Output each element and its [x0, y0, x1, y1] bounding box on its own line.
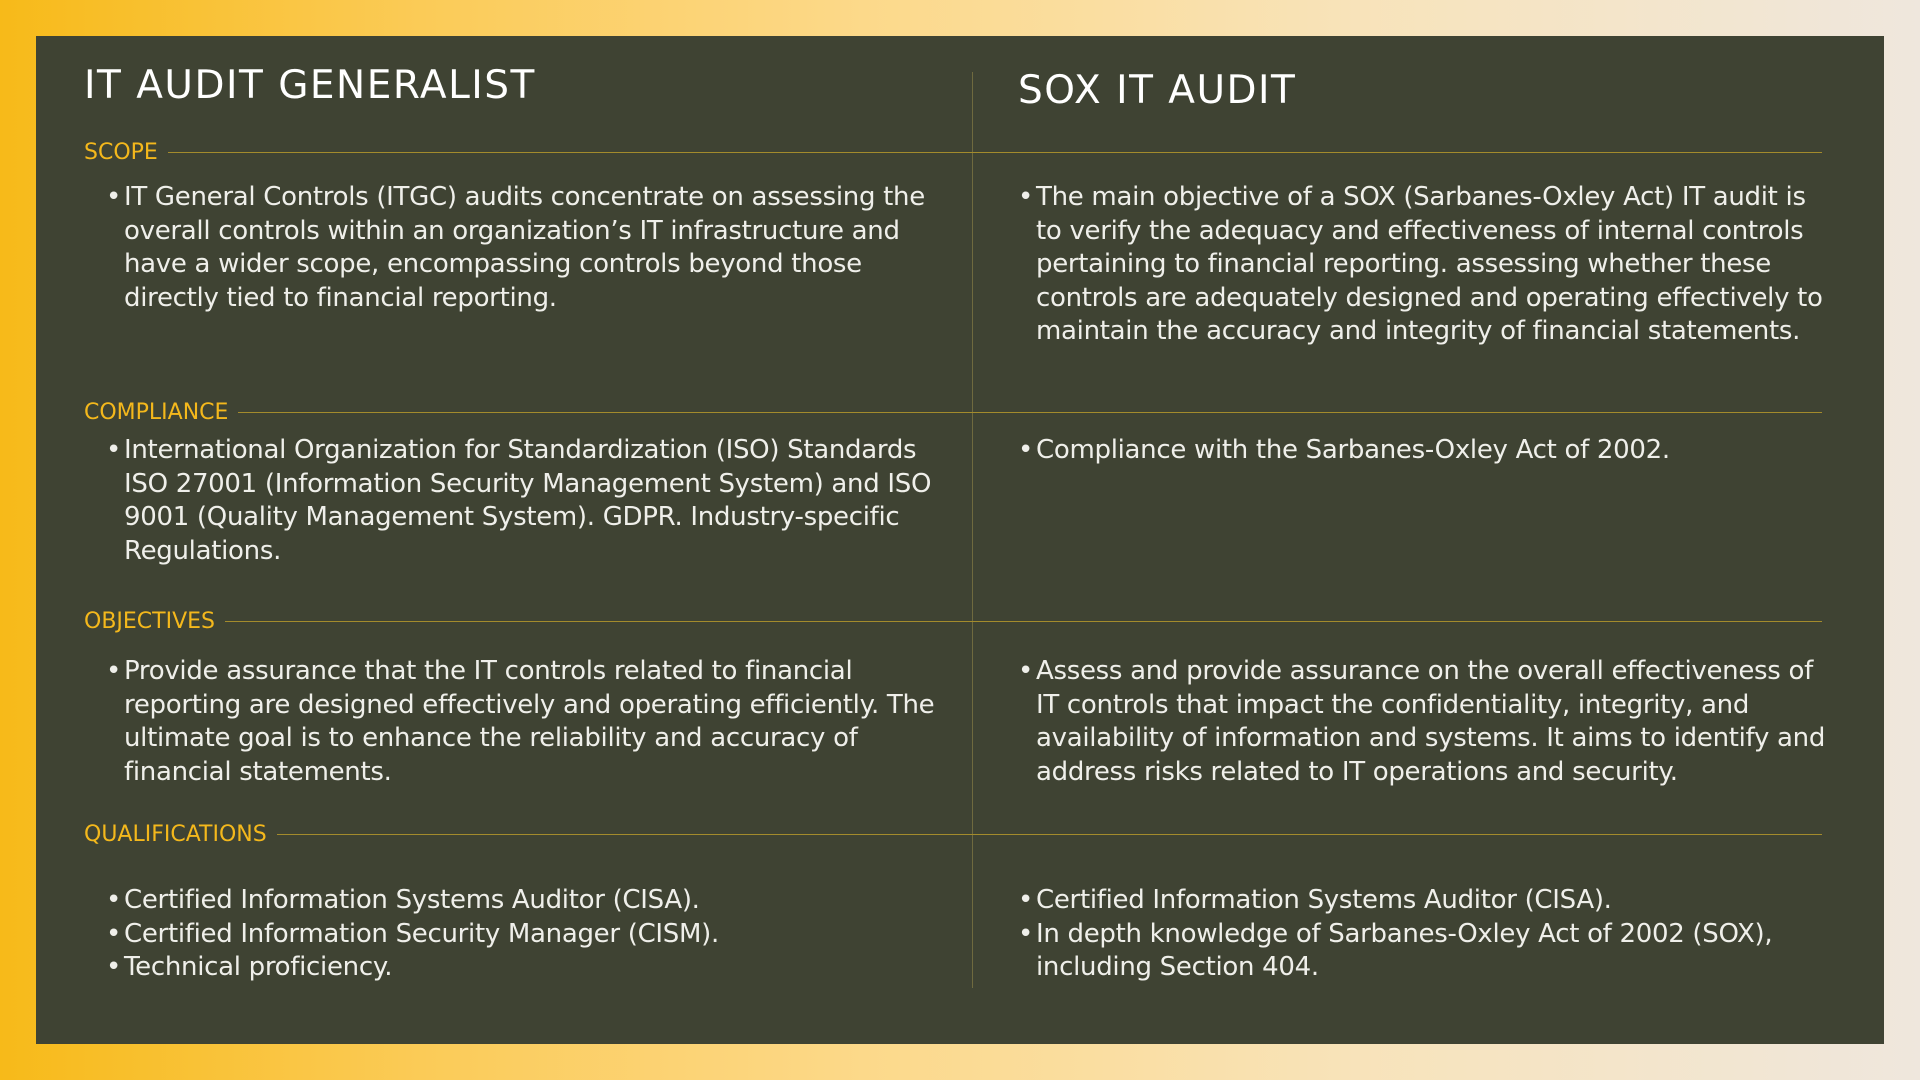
- list-item: • In depth knowledge of Sarbanes-Oxley Act of 2002 (SOX), including Section 404.: [1018, 918, 1828, 985]
- left-column-title: IT AUDIT GENERALIST: [84, 63, 536, 108]
- compliance-right-list: [1018, 434, 1828, 468]
- list-item: • Certified Information Systems Auditor (CISA).: [1018, 884, 1828, 918]
- list-item: • Provide assurance that the IT controls related to financial reporting are designed effectively and operating efficiently. The ultimate goal is to enhance the reliability and accuracy of financial statements.: [106, 655, 936, 789]
- scope-divider: [84, 152, 1822, 153]
- qualifications-label: QUALIFICATIONS: [84, 824, 277, 846]
- list-item: • IT General Controls (ITGC) audits concentrate on assessing the overall controls within an organization’s IT infrastructure and have a wider scope, encompassing controls beyond those directly tied to financial reporting.: [106, 181, 936, 315]
- list-item: • The main objective of a SOX (Sarbanes-Oxley Act) IT audit is to verify the adequacy and effectiveness of internal controls pertaining to financial reporting. assessing whether these controls are adequately designed and operating effectively to maintain the accuracy and integrity of financial statements.: [1018, 181, 1828, 349]
- list-item: • Certified Information Security Manager (CISM).: [106, 918, 936, 952]
- list-item: • Assess and provide assurance on the overall effectiveness of IT controls that impact the confidentiality, integrity, and availability of information and systems. It aims to identify and address risks related to IT operations and security.: [1018, 655, 1828, 789]
- list-item: • Certified Information Systems Auditor (CISA).: [106, 884, 936, 918]
- compliance-divider: [84, 412, 1822, 413]
- objectives-right-list: [1018, 655, 1828, 789]
- qualifications-right-list: [1018, 884, 1828, 985]
- compliance-label: COMPLIANCE: [84, 402, 238, 424]
- qualifications-left-list: [106, 884, 936, 985]
- scope-label: SCOPE: [84, 142, 168, 164]
- objectives-left-list: [106, 655, 936, 789]
- right-column-title: SOX IT AUDIT: [1018, 68, 1297, 113]
- scope-right-list: [1018, 181, 1828, 349]
- scope-left-list: [106, 181, 936, 315]
- list-item: • Compliance with the Sarbanes-Oxley Act of 2002.: [1018, 434, 1828, 468]
- list-item: • Technical proficiency.: [106, 951, 936, 985]
- objectives-label: OBJECTIVES: [84, 611, 225, 633]
- list-item: • International Organization for Standardization (ISO) Standards ISO 27001 (Information Security Management System) and ISO 9001 (Quality Management System). GDPR. Industry-specific Regulations.: [106, 434, 936, 568]
- column-divider: [972, 72, 973, 988]
- qualifications-divider: [84, 834, 1822, 835]
- objectives-divider: [84, 621, 1822, 622]
- compliance-left-list: [106, 434, 936, 568]
